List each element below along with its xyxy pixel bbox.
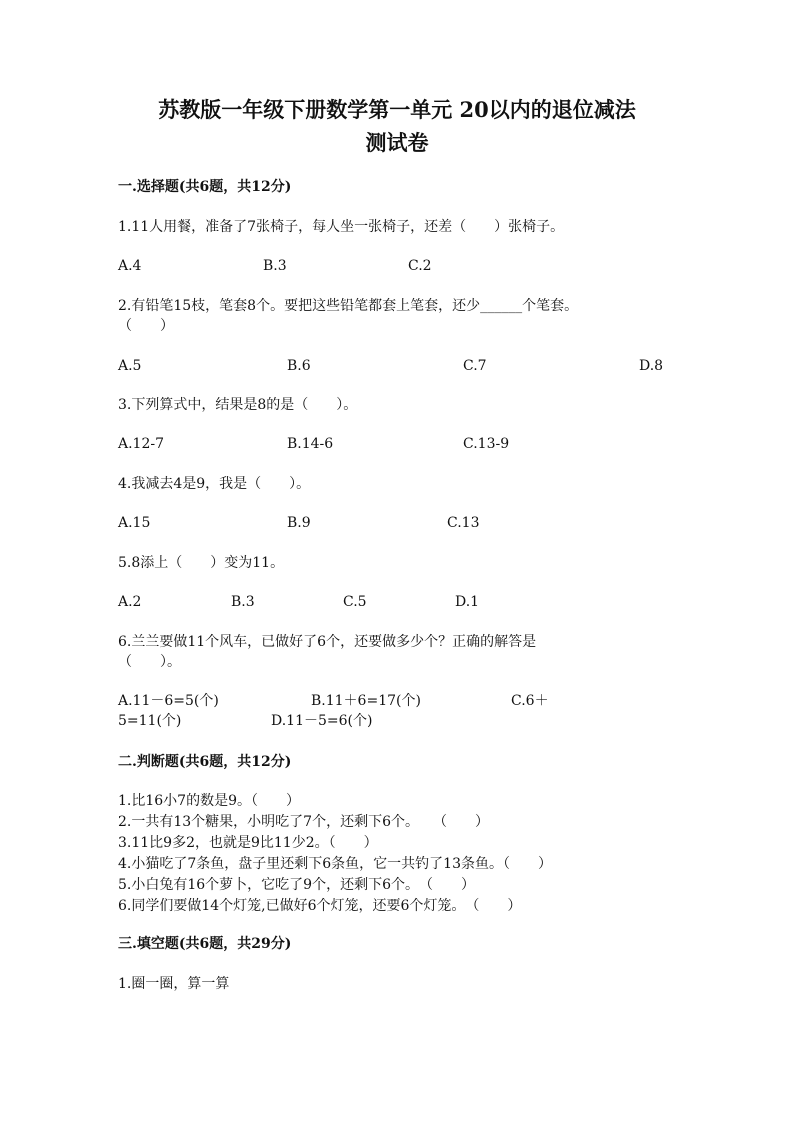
section-heading-fill: 三.填空题(共6题，共29分): [118, 936, 292, 952]
q6-option-a: A.11－6=5(个): [118, 693, 219, 709]
q1-option-a: A.4: [118, 258, 142, 274]
q5-option-d: D.1: [455, 594, 480, 610]
q5-option-a: A.2: [118, 594, 142, 610]
q6-option-c: C.6＋: [511, 693, 549, 709]
q4-option-a: A.15: [118, 515, 151, 531]
question-2-bracket: （ ）: [118, 318, 174, 334]
q2-option-b: B.6: [287, 358, 311, 374]
question-2: 2.有铅笔15枝，笔套8个。要把这些铅笔都套上笔套，还少______个笔套。: [118, 298, 579, 314]
q6-option-c-continued: 5=11(个): [118, 713, 182, 729]
q3-option-c: C.13-9: [463, 436, 510, 452]
q4-option-c: C.13: [447, 515, 480, 531]
q3-option-a: A.12-7: [118, 436, 165, 452]
q3-option-b: B.14-6: [287, 436, 334, 452]
question-4: 4.我减去4是9，我是（ ）。: [118, 476, 311, 492]
question-5: 5.8添上（ ）变为11。: [118, 555, 285, 571]
q6-option-d: D.11－5=6(个): [271, 713, 373, 729]
q1-option-b: B.3: [263, 258, 287, 274]
q5-option-c: C.5: [343, 594, 367, 610]
q5-option-b: B.3: [231, 594, 255, 610]
section-heading-judgment: 二.判断题(共6题，共12分): [118, 754, 292, 770]
question-1: 1.11人用餐，准备了7张椅子，每人坐一张椅子，还差（ ）张椅子。: [118, 219, 565, 235]
q4-option-b: B.9: [287, 515, 311, 531]
question-6-bracket: （ ）。: [118, 654, 181, 670]
page-subtitle: 测试卷: [365, 130, 429, 155]
judgment-item: 2.一共有13个糖果，小明吃了7个，还剩下6个。 （ ）: [118, 814, 489, 830]
question-3: 3.下列算式中，结果是8的是（ ）。: [118, 397, 358, 413]
judgment-item: 6.同学们要做14个灯笼,已做好6个灯笼，还要6个灯笼。 （ ）: [118, 898, 522, 914]
judgment-item: 1.比16小7的数是9。（ ）: [118, 793, 300, 809]
question-6: 6.兰兰要做11个风车，已做好了6个，还要做多少个？正确的解答是: [118, 634, 537, 650]
q2-option-d: D.8: [639, 358, 664, 374]
judgment-item: 4.小猫吃了7条鱼，盘子里还剩下6条鱼，它一共钓了13条鱼。（ ）: [118, 856, 552, 872]
q1-option-c: C.2: [408, 258, 432, 274]
section-heading-choice: 一.选择题(共6题，共12分): [118, 179, 292, 195]
q2-option-c: C.7: [463, 358, 487, 374]
page-title: 苏教版一年级下册数学第一单元 20以内的退位减法: [158, 97, 636, 122]
fill-question-1: 1.圈一圈，算一算: [118, 976, 230, 992]
q6-option-b: B.11＋6=17(个): [311, 693, 421, 709]
judgment-item: 3.11比9多2，也就是9比11少2。（ ）: [118, 835, 378, 851]
q2-option-a: A.5: [118, 358, 142, 374]
judgment-item: 5.小白兔有16个萝卜，它吃了9个，还剩下6个。 （ ）: [118, 877, 475, 893]
